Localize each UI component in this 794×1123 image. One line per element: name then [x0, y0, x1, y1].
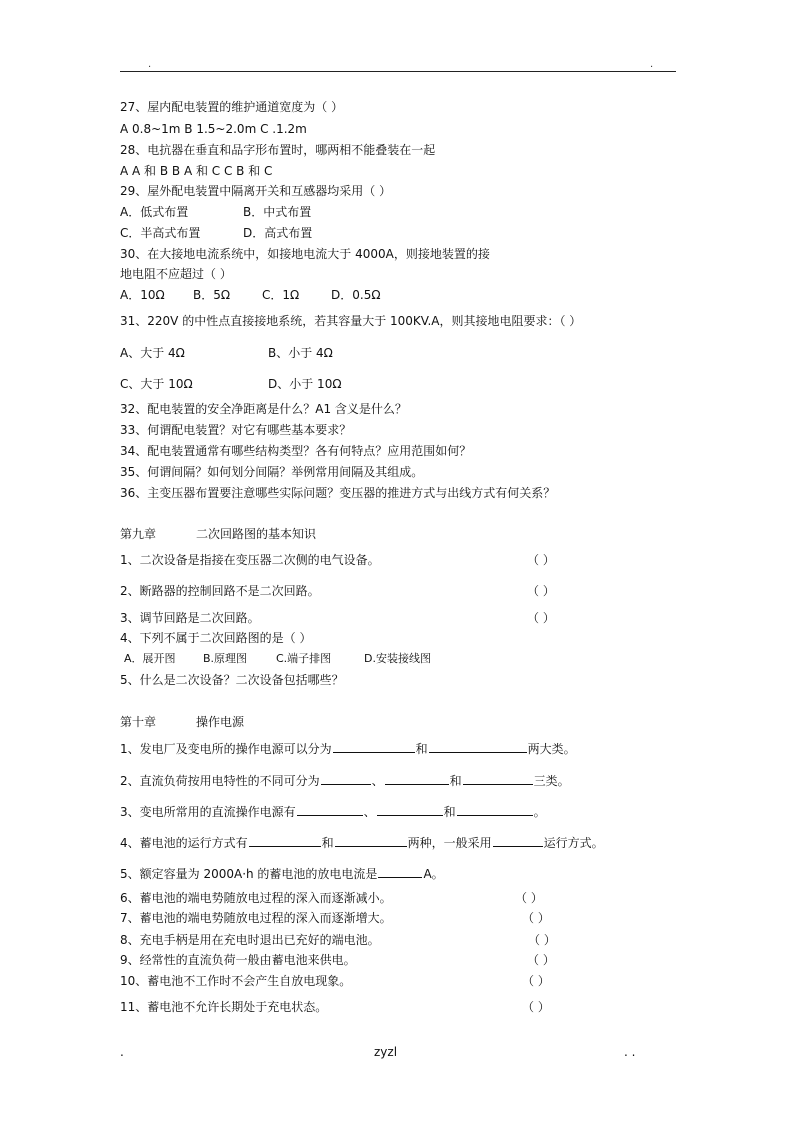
- option: C.端子排图: [276, 652, 332, 665]
- question-line: 27、屋内配电装置的维护通道宽度为（ ）: [120, 100, 344, 114]
- option: C、大于 10Ω: [120, 377, 193, 391]
- question-line: 28、电抗器在垂直和品字形布置时，哪两相不能叠装在一起: [120, 143, 436, 157]
- question-line: 地电阻不应超过（ ）: [120, 267, 232, 281]
- option: B．5Ω: [193, 288, 231, 302]
- question-line: 7、蓄电池的端电势随放电过程的深入而逐渐增大。: [120, 911, 392, 925]
- question-line: 1、二次设备是指接在变压器二次侧的电气设备。: [120, 553, 380, 567]
- question-31: 31、220V 的中性点直接接地系统，若其容量大于 100KV.A，则其接地电阻要求：（ ）: [120, 314, 582, 328]
- text: 4、蓄电池的运行方式有: [120, 836, 248, 850]
- text: 3、变电所常用的直流操作电源有: [120, 805, 296, 819]
- question-line: 29、屋外配电装置中隔离开关和互感器均采用（ ）: [120, 184, 392, 198]
- fill-question-3: [120, 802, 546, 820]
- question-line: 35、何谓间隔？如何划分间隔？举例常用间隔及其组成。: [120, 465, 424, 479]
- question-line: 3、调节回路是二次回路。: [120, 611, 260, 625]
- blank-field[interactable]: [321, 771, 371, 785]
- option: A．低式布置: [120, 205, 189, 219]
- option: A、大于 4Ω: [120, 346, 185, 360]
- blank-field[interactable]: [378, 864, 422, 878]
- answer-bracket: （ ）: [522, 1000, 550, 1014]
- blank-field[interactable]: [377, 802, 443, 816]
- option: B.原理图: [203, 652, 248, 665]
- question-line: 30、在大接地电流系统中，如接地电流大于 4000A，则接地装置的接: [120, 247, 490, 261]
- question-line: 36、主变压器布置要注意哪些实际问题？变压器的推进方式与出线方式有何关系？: [120, 486, 556, 500]
- option: A．展开图: [124, 652, 176, 665]
- option: C．1Ω: [262, 288, 300, 302]
- blank-field[interactable]: [429, 739, 527, 753]
- text: 5、额定容量为 2000A·h 的蓄电池的放电电流是: [120, 867, 378, 881]
- text: 、: [371, 774, 384, 788]
- question-5: 5、什么是二次设备？二次设备包括哪些？: [120, 673, 344, 687]
- option: D.安装接线图: [364, 652, 431, 665]
- header-left-dot: .: [148, 59, 152, 70]
- text: 两种，一般采用: [407, 836, 492, 850]
- question-line: 33、何谓配电装置？对它有哪些基本要求？: [120, 423, 352, 437]
- fill-question-5: [120, 864, 444, 882]
- text: 两大类。: [527, 742, 576, 756]
- question-line: 6、蓄电池的端电势随放电过程的深入而逐渐减小。: [120, 891, 392, 905]
- footer-right-dots: . .: [624, 1045, 636, 1059]
- option: D．高式布置: [243, 226, 313, 240]
- question-line: 2、断路器的控制回路不是二次回路。: [120, 584, 320, 598]
- text: 和: [415, 742, 428, 756]
- fill-question-4: [120, 833, 604, 851]
- question-line: 10、蓄电池不工作时不会产生自放电现象。: [120, 974, 352, 988]
- option: B．中式布置: [243, 205, 312, 219]
- header-right-dot: .: [650, 59, 654, 70]
- text: 三类。: [533, 774, 570, 788]
- text: 1、发电厂及变电所的操作电源可以分为: [120, 742, 332, 756]
- blank-field[interactable]: [333, 739, 415, 753]
- option: D．0.5Ω: [331, 288, 381, 302]
- blank-field[interactable]: [335, 833, 407, 847]
- text: 和: [443, 805, 456, 819]
- answer-bracket: （ ）: [515, 891, 543, 905]
- footer-left-dot: .: [120, 1045, 124, 1059]
- chapter-title: 二次回路图的基本知识: [196, 527, 317, 541]
- fill-question-2: [120, 771, 570, 789]
- footer-label: zyzl: [374, 1045, 398, 1059]
- chapter-10-heading: [120, 714, 244, 730]
- blank-field[interactable]: [457, 802, 533, 816]
- chapter-number: 第九章: [120, 527, 157, 541]
- text: 和: [449, 774, 462, 788]
- question-line: 9、经常性的直流负荷一般由蓄电池来供电。: [120, 953, 356, 967]
- answer-bracket: （ ）: [527, 553, 555, 567]
- blank-field[interactable]: [249, 833, 321, 847]
- question-line: 32、配电装置的安全净距离是什么？A1 含义是什么？: [120, 402, 407, 416]
- blank-field[interactable]: [463, 771, 533, 785]
- question-line: 11、蓄电池不允许长期处于充电状态。: [120, 1000, 328, 1014]
- chapter-number: 第十章: [120, 715, 157, 729]
- answer-bracket: （ ）: [522, 911, 550, 925]
- question-line: 34、配电装置通常有哪些结构类型？各有何特点？应用范围如何？: [120, 444, 472, 458]
- chapter-title: 操作电源: [196, 715, 245, 729]
- answer-bracket: （ ）: [527, 953, 555, 967]
- answer-bracket: （ ）: [527, 584, 555, 598]
- text: 、: [363, 805, 376, 819]
- question-line: A A 和 B B A 和 C C B 和 C: [120, 164, 273, 178]
- question-line: A 0.8~1m B 1.5~2.0m C .1.2m: [120, 122, 307, 136]
- text: 和: [321, 836, 334, 850]
- text: 2、直流负荷按用电特性的不同可分为: [120, 774, 320, 788]
- answer-bracket: （ ）: [522, 974, 550, 988]
- fill-question-1: [120, 739, 576, 757]
- blank-field[interactable]: [385, 771, 449, 785]
- question-line: 4、下列不属于二次回路图的是（ ）: [120, 631, 312, 645]
- text: A。: [423, 867, 444, 881]
- blank-field[interactable]: [297, 802, 363, 816]
- option: D、小于 10Ω: [268, 377, 342, 391]
- text: 运行方式。: [543, 836, 604, 850]
- chapter-9-heading: [120, 526, 316, 542]
- option: C．半高式布置: [120, 226, 201, 240]
- question-line: 8、充电手柄是用在充电时退出已充好的端电池。: [120, 933, 380, 947]
- answer-bracket: （ ）: [528, 933, 556, 947]
- option: B、小于 4Ω: [268, 346, 333, 360]
- text: 。: [533, 805, 546, 819]
- answer-bracket: （ ）: [527, 611, 555, 625]
- option: A．10Ω: [120, 288, 165, 302]
- header-rule: [120, 71, 676, 72]
- blank-field[interactable]: [493, 833, 543, 847]
